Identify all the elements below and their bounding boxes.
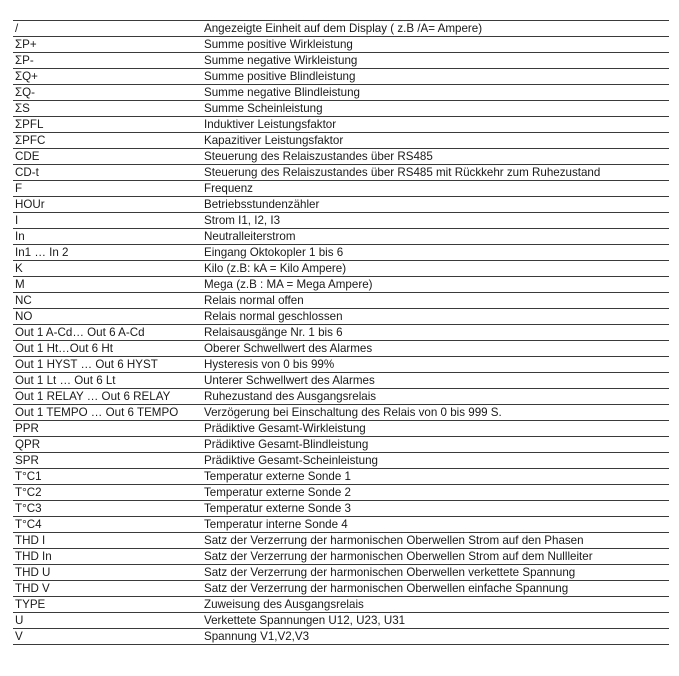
abbreviation-cell: In1 … In 2 [15,246,69,259]
description-cell: Betriebsstundenzähler [204,198,320,211]
description-cell: Unterer Schwellwert des Alarmes [204,374,375,387]
table-row [13,372,669,388]
description-cell: Verkettete Spannungen U12, U23, U31 [204,614,406,627]
abbreviation-cell: SPR [15,454,39,467]
abbreviation-cell: NC [15,294,32,307]
abbreviation-cell: TYPE [15,598,46,611]
abbreviation-cell: NO [15,310,33,323]
abbreviation-cell: ΣQ+ [15,70,38,83]
table-row [13,324,669,340]
abbreviation-cell: ΣQ- [15,86,36,99]
table-row [13,388,669,404]
description-cell: Summe negative Blindleistung [204,86,360,99]
description-cell: Steuerung des Relaiszustandes über RS485 mit Rückkehr zum Ruhezustand [204,166,601,179]
table-row [13,276,669,292]
abbreviation-cell: Out 1 A-Cd… Out 6 A-Cd [15,326,145,339]
table-row [13,164,669,180]
description-cell: Prädiktive Gesamt-Scheinleistung [204,454,378,467]
abbreviation-cell: / [15,22,19,35]
table-row [13,308,669,324]
table-row [13,628,669,645]
abbreviation-cell: CD-t [15,166,39,179]
table-row [13,180,669,196]
table-row [13,292,669,308]
description-cell: Angezeigte Einheit auf dem Display ( z.B /A= Ampere) [204,22,483,35]
table-row [13,596,669,612]
description-cell: Strom I1, I2, I3 [204,214,281,227]
table-row [13,68,669,84]
table-row [13,148,669,164]
table-row [13,36,669,52]
table-row [13,100,669,116]
abbreviation-cell: Out 1 Lt … Out 6 Lt [15,374,116,387]
description-cell: Mega (z.B : MA = Mega Ampere) [204,278,373,291]
abbreviation-cell: ΣP+ [15,38,37,51]
table-row [13,468,669,484]
abbreviation-cell: V [15,630,23,643]
abbreviation-table [13,20,669,645]
abbreviation-cell: I [15,214,19,227]
description-cell: Oberer Schwellwert des Alarmes [204,342,373,355]
description-cell: Satz der Verzerrung der harmonischen Oberwellen einfache Spannung [204,582,569,595]
table-row [13,132,669,148]
description-cell: Relaisausgänge Nr. 1 bis 6 [204,326,343,339]
table-row [13,532,669,548]
description-cell: Kilo (z.B: kA = Kilo Ampere) [204,262,347,275]
table-row [13,484,669,500]
table-row [13,580,669,596]
table-row [13,564,669,580]
abbreviation-cell: THD V [15,582,50,595]
table-row [13,404,669,420]
abbreviation-cell: F [15,182,23,195]
table-row [13,196,669,212]
description-cell: Prädiktive Gesamt-Blindleistung [204,438,369,451]
abbreviation-cell: K [15,262,23,275]
description-cell: Temperatur externe Sonde 1 [204,470,351,483]
description-cell: Summe negative Wirkleistung [204,54,358,67]
abbreviation-cell: T°C3 [15,502,42,515]
abbreviation-cell: ΣP- [15,54,34,67]
description-cell: Ruhezustand des Ausgangsrelais [204,390,377,403]
abbreviation-cell: QPR [15,438,41,451]
table-row [13,356,669,372]
abbreviation-cell: Out 1 TEMPO … Out 6 TEMPO [15,406,179,419]
abbreviation-cell: PPR [15,422,39,435]
abbreviation-cell: THD I [15,534,46,547]
table-row [13,52,669,68]
description-cell: Induktiver Leistungsfaktor [204,118,337,131]
abbreviation-cell: THD U [15,566,51,579]
table-row [13,516,669,532]
abbreviation-cell: M [15,278,25,291]
table-row [13,212,669,228]
description-cell: Summe positive Blindleistung [204,70,356,83]
description-cell: Relais normal offen [204,294,304,307]
table-row [13,500,669,516]
description-cell: Satz der Verzerrung der harmonischen Oberwellen Strom auf den Phasen [204,534,584,547]
table-row [13,340,669,356]
description-cell: Steuerung des Relaiszustandes über RS485 [204,150,433,163]
description-cell: Temperatur externe Sonde 2 [204,486,351,499]
abbreviation-cell: ΣPFL [15,118,44,131]
description-cell: Temperatur externe Sonde 3 [204,502,351,515]
table-row [13,420,669,436]
description-cell: Satz der Verzerrung der harmonischen Oberwellen Strom auf dem Nullleiter [204,550,593,563]
table-row [13,436,669,452]
abbreviation-cell: HOUr [15,198,45,211]
description-cell: Verzögerung bei Einschaltung des Relais von 0 bis 999 S. [204,406,502,419]
abbreviation-cell: THD In [15,550,52,563]
table-row [13,20,669,36]
description-cell: Zuweisung des Ausgangsrelais [204,598,364,611]
abbreviation-cell: In [15,230,25,243]
abbreviation-cell: T°C2 [15,486,42,499]
abbreviation-cell: U [15,614,24,627]
table-row [13,452,669,468]
abbreviation-cell: CDE [15,150,40,163]
description-cell: Relais normal geschlossen [204,310,343,323]
description-cell: Frequenz [204,182,253,195]
table-row [13,84,669,100]
description-cell: Eingang Oktokopler 1 bis 6 [204,246,344,259]
description-cell: Hysteresis von 0 bis 99% [204,358,335,371]
table-row [13,548,669,564]
description-cell: Satz der Verzerrung der harmonischen Oberwellen verkettete Spannung [204,566,576,579]
description-cell: Summe positive Wirkleistung [204,38,353,51]
table-row [13,116,669,132]
table-row [13,228,669,244]
abbreviation-cell: ΣS [15,102,30,115]
description-cell: Neutralleiterstrom [204,230,296,243]
abbreviation-cell: ΣPFC [15,134,46,147]
abbreviation-cell: Out 1 RELAY … Out 6 RELAY [15,390,171,403]
description-cell: Summe Scheinleistung [204,102,323,115]
abbreviation-cell: Out 1 Ht…Out 6 Ht [15,342,113,355]
table-row [13,260,669,276]
description-cell: Prädiktive Gesamt-Wirkleistung [204,422,366,435]
description-cell: Spannung V1,V2,V3 [204,630,310,643]
abbreviation-cell: Out 1 HYST … Out 6 HYST [15,358,158,371]
description-cell: Kapazitiver Leistungsfaktor [204,134,344,147]
table-row [13,244,669,260]
table-row [13,612,669,628]
abbreviation-cell: T°C4 [15,518,42,531]
abbreviation-cell: T°C1 [15,470,42,483]
description-cell: Temperatur interne Sonde 4 [204,518,348,531]
